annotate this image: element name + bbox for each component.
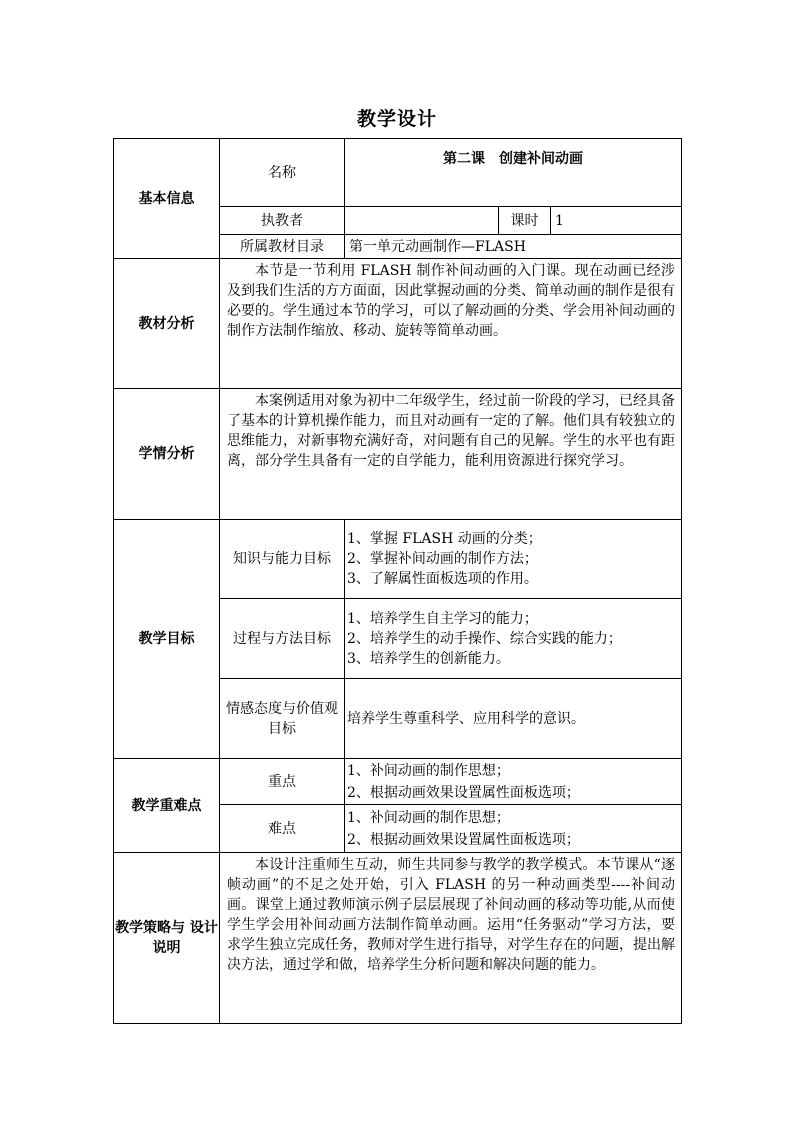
key-label: 重点 [220,759,345,805]
lesson-title: 第二课 创建补间动画 [345,139,682,207]
list-item: 1、补间动画的制作思想； [347,809,510,826]
list-item: 1、掌握 FLASH 动画的分类； [347,531,542,547]
section-label-objectives: 教学目标 [114,520,220,759]
table-row [114,759,682,805]
page-title: 教学设计 [356,108,437,130]
teacher-value [345,207,499,235]
section-label-key-points: 教学重难点 [114,759,220,853]
list-item: 2、根据动画效果设置属性面板选项； [347,831,580,848]
list-item: 3、培养学生的创新能力。 [347,650,510,667]
key-list [345,759,682,805]
list-item: 2、根据动画效果设置属性面板选项； [347,784,580,801]
teacher-label: 执教者 [220,207,345,235]
strategy-text: 本设计注重师生互动，师生共同参与教学的教学模式。本节课从“逐帧动画”的不足之处开始，引入 FLASH 的另一种动画类型----补间动画。课堂上通过教师演示例子层层展现了补间动画的移动等功能,从而使学生学会用补间动画方法制作简单动画。运用“任务驱动”学习方法，要求学生独立完成任务，教师对学生进行指导，对学生存在的问题，提出解决方法，通过学和做，培养学生分析问题和解决问题的能力。 [220,853,682,1024]
list-item: 3、了解属性面板选项的作用。 [347,571,538,587]
knowledge-label: 知识与能力目标 [220,520,345,599]
process-label: 过程与方法目标 [220,599,345,679]
table-row [114,259,682,389]
list-item: 2、掌握补间动画的制作方法； [347,551,538,567]
period-label: 课时 [499,207,551,235]
table-row [114,520,682,599]
difficult-label: 难点 [220,805,345,853]
catalog-label: 所属教材目录 [220,235,345,259]
section-label-strategy: 教学策略与 设计说明 [114,853,220,1024]
table-row [114,139,682,207]
period-value: 1 [551,207,682,235]
knowledge-list [345,520,682,599]
table-row [114,853,682,1024]
material-analysis-text: 本节是一节利用 FLASH 制作补间动画的入门课。现在动画已经涉及到我们生活的方方面面，因此掌握动画的分类、简单动画的制作是很有必要的。学生通过本节的学习，可以了解动画的分类、学会用补间动画的制作方法制作缩放、移动、旋转等简单动画。 [220,259,682,389]
list-item: 1、培养学生自主学习的能力； [347,610,538,627]
table-row [114,389,682,520]
section-label-material-analysis: 教材分析 [114,259,220,389]
list-item: 2、培养学生的动手操作、综合实践的能力； [347,630,622,647]
lesson-plan-table [113,138,682,1024]
section-label-student-analysis: 学情分析 [114,389,220,520]
emotion-text: 培养学生尊重科学、应用科学的意识。 [345,679,682,759]
list-item: 1、补间动画的制作思想； [347,762,510,779]
difficult-list [345,805,682,853]
section-label-basic-info: 基本信息 [114,139,220,259]
emotion-label: 情感态度与价值观目标 [220,679,345,759]
student-analysis-text: 本案例适用对象为初中二年级学生，经过前一阶段的学习，已经具备了基本的计算机操作能力，而且对动画有一定的了解。他们具有较独立的思维能力，对新事物充满好奇，对问题有自己的见解。学生的水平也有距离，部分学生具备有一定的自学能力，能利用资源进行探究学习。 [220,389,682,520]
catalog-value: 第一单元动画制作—FLASH [345,235,682,259]
name-label: 名称 [220,139,345,207]
process-list [345,599,682,679]
